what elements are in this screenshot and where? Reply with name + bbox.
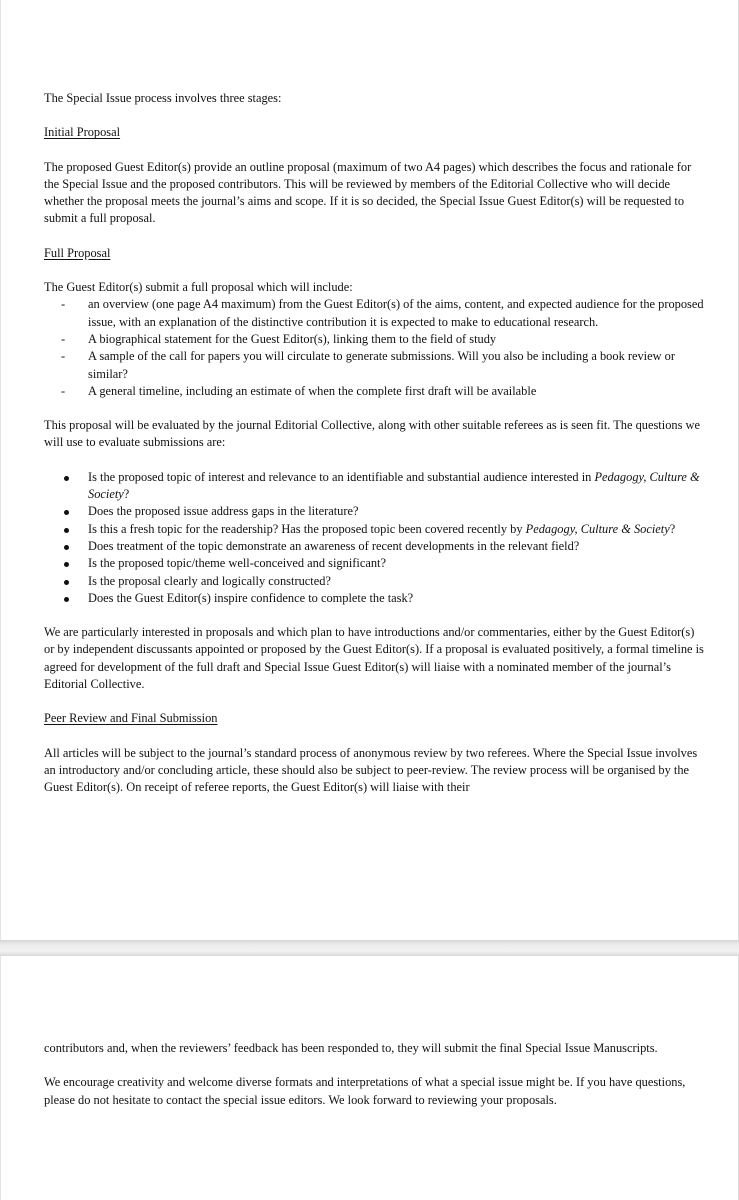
full-proposal-heading [44, 245, 704, 262]
list-item [44, 503, 704, 520]
interest-paragraph: We are particularly interested in proposals and which plan to have introductions and/or commentaries, either by the Guest Editor(s) or by independent discussants appointed or proposed by the Guest Editor(s). If a proposal is evaluated positively, a formal timeline is agreed for development of the full draft and Special Issue Guest Editor(s) will liaise with a nominated member of the journal’s Editorial Collective. [44, 625, 704, 692]
page-separator [0, 940, 739, 956]
intro-paragraph: The Special Issue process involves three stages: [44, 91, 282, 105]
question-text: Is the proposal clearly and logically constructed? [88, 573, 331, 588]
list-item [44, 348, 704, 383]
initial-proposal-heading-text: Initial Proposal [44, 125, 121, 140]
list-item [44, 555, 704, 572]
bullet-icon [64, 510, 69, 515]
list-item [44, 573, 704, 590]
question-text: Is the proposed topic/theme well-conceived and significant? [88, 556, 386, 571]
initial-proposal-paragraph: The proposed Guest Editor(s) provide an outline proposal (maximum of two A4 pages) which describes the focus and rationale for the Special Issue and the proposed contributors. This will be reviewed by members of the Editorial Collective who will decide whether the proposal meets the journal’s aims and scope. If it is so decided, the Special Issue Guest Editor(s) will be requested to submit a full proposal. [44, 159, 692, 226]
initial-proposal-heading [44, 124, 704, 141]
bullet-icon [64, 476, 69, 481]
full-proposal-lead: The Guest Editor(s) submit a full proposal which will include: [44, 280, 353, 295]
journal-title: Pedagogy, Culture & Society [525, 521, 670, 536]
question-end: ? [123, 487, 130, 502]
bullet-icon [64, 580, 69, 585]
list-item [44, 296, 704, 331]
dash-marker: - [61, 383, 66, 398]
list-item [44, 383, 704, 400]
peer-review-paragraph: All articles will be subject to the journal’s standard process of anonymous review by two referees. Where the Special Issue involves an introductory and/or concluding article, these should also be subject to peer-review. The review process will be organised by the Guest Editor(s). On receipt of referee reports, the Guest Editor(s) will liaise with their [44, 745, 698, 795]
question-text: Is this a fresh topic for the readership? Has the proposed topic been covered recently by [88, 521, 526, 536]
peer-review-heading [44, 710, 704, 727]
list-item-text: A biographical statement for the Guest Editor(s), linking them to the field of study [88, 331, 497, 346]
list-item [44, 469, 704, 504]
list-item [44, 521, 704, 538]
full-proposal-list [44, 296, 704, 400]
evaluation-paragraph: This proposal will be evaluated by the journal Editorial Collective, along with other suitable referees as is seen fit. The questions we will use to evaluate submissions are: [44, 418, 700, 450]
page-1-content [44, 90, 704, 797]
closing-paragraph: We encourage creativity and welcome diverse formats and interpretations of what a special issue might be. If you have questions, please do not hesitate to contact the special issue editors. We look forward to reviewing your proposals. [44, 1075, 686, 1107]
list-item [44, 331, 704, 348]
document-page-2 [0, 956, 739, 1200]
question-text: Does the Guest Editor(s) inspire confidence to complete the task? [88, 590, 414, 605]
dash-marker: - [61, 349, 66, 364]
bullet-icon [64, 528, 69, 533]
question-text: Is the proposed topic of interest and relevance to an identifiable and substantial audience interested in [88, 469, 595, 484]
list-item-text: A general timeline, including an estimate of when the complete first draft will be available [88, 383, 537, 398]
bullet-icon [64, 597, 69, 602]
dash-marker: - [61, 331, 66, 346]
page-2-content [44, 1040, 704, 1109]
bullet-icon [64, 545, 69, 550]
list-item [44, 538, 704, 555]
list-item-text: an overview (one page A4 maximum) from the Guest Editor(s) of the aims, content, and expected audience for the proposed issue, with an explanation of the distinctive contribution it is expected to make to educational research. [88, 297, 704, 329]
journal-title: Pedagogy, Culture & Society [88, 469, 700, 502]
continuation-paragraph: contributors and, when the reviewers’ feedback has been responded to, they will submit the final Special Issue Manuscripts. [44, 1041, 658, 1055]
bullet-icon [64, 562, 69, 567]
list-item-text: A sample of the call for papers you will circulate to generate submissions. Will you also be including a book review or similar? [88, 349, 675, 381]
list-item [44, 590, 704, 607]
question-end: ? [669, 521, 676, 536]
evaluation-questions-list [44, 469, 704, 607]
peer-review-heading-text: Peer Review and Final Submission [44, 711, 218, 726]
question-text: Does treatment of the topic demonstrate an awareness of recent developments in the relevant field? [88, 538, 580, 553]
full-proposal-heading-text: Full Proposal [44, 245, 111, 260]
question-text: Does the proposed issue address gaps in the literature? [88, 504, 359, 519]
dash-marker: - [61, 297, 66, 312]
